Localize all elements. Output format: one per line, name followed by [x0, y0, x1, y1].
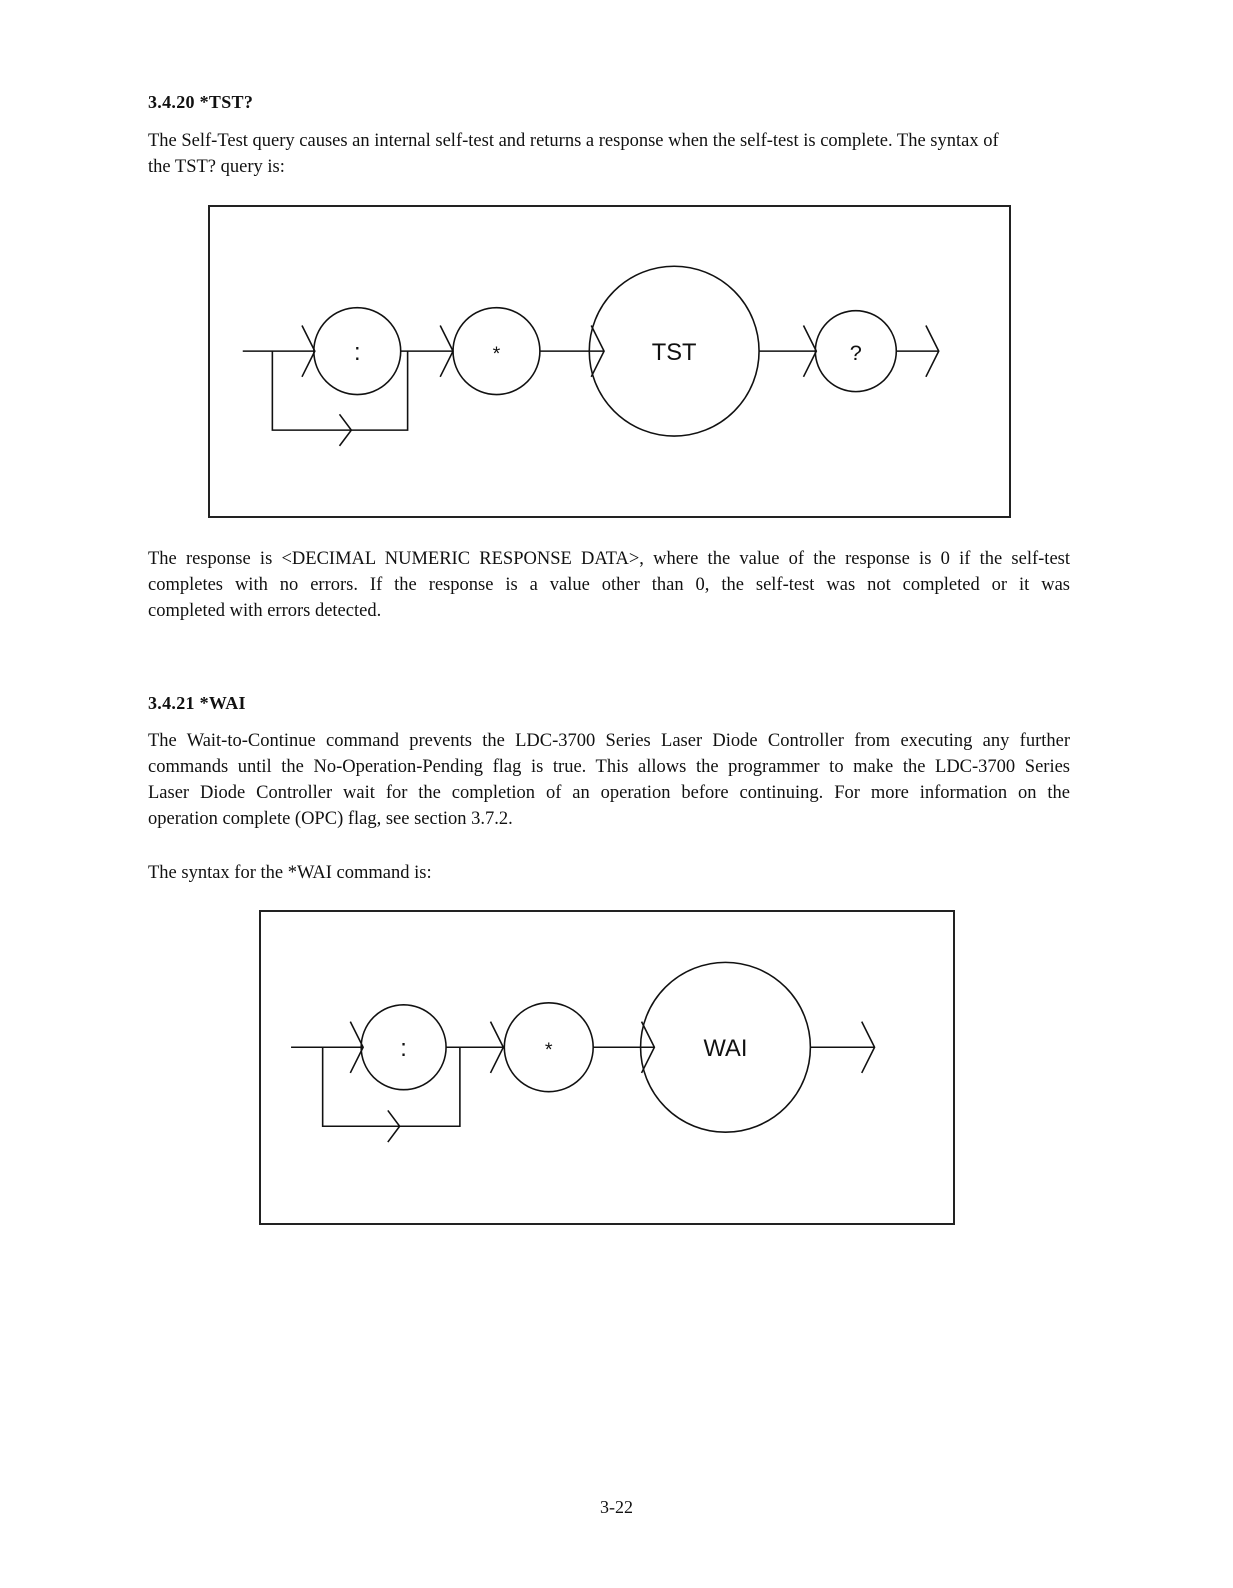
- wai-description-paragraph: [148, 728, 1070, 832]
- tst-intro-line-1: The Self-Test query causes an internal self-test and returns a response when the self-test is complete. The syntax of: [148, 131, 999, 151]
- tst-syntax-svg: [210, 207, 1009, 516]
- wai-node-label-colon: :: [400, 1036, 407, 1063]
- tst-node-label-tst: TST: [651, 340, 697, 367]
- section-heading-tst: 3.4.20 *TST?: [148, 92, 254, 112]
- tst-node-label-question: ?: [849, 340, 862, 366]
- wai-node-label-star: *: [544, 1039, 553, 1062]
- tst-response-paragraph: [148, 546, 1070, 624]
- page-number: 3-22: [600, 1497, 633, 1517]
- tst-intro-paragraph: [148, 128, 1078, 180]
- tst-node-label-star: *: [492, 343, 501, 366]
- tst-syntax-diagram: [208, 205, 1011, 518]
- tst-node-label-colon: :: [353, 340, 361, 367]
- wai-node-label-wai: WAI: [703, 1036, 748, 1063]
- tst-response-line-3: completed with errors detected.: [148, 601, 382, 621]
- tst-response-line-1: The response is <DECIMAL NUMERIC RESPONSE DATA>, where the value of the response is 0 if the self-test: [148, 549, 1070, 569]
- wai-desc-line-3: Laser Diode Controller wait for the completion of an operation before continuing. For more information on the: [148, 783, 1070, 803]
- wai-desc-line-4: operation complete (OPC) flag, see section 3.7.2.: [148, 809, 513, 829]
- wai-syntax-intro: The syntax for the *WAI command is:: [148, 863, 432, 883]
- tst-response-line-2: completes with no errors. If the response is a value other than 0, the self-test was not completed or it was: [148, 575, 1070, 595]
- wai-syntax-svg: [261, 912, 953, 1223]
- wai-desc-line-1: The Wait-to-Continue command prevents the LDC-3700 Series Laser Diode Controller from executing any further: [148, 731, 1070, 751]
- wai-desc-line-2: commands until the No-Operation-Pending flag is true. This allows the programmer to make the LDC-3700 Series: [148, 757, 1070, 777]
- tst-intro-line-2: the TST? query is:: [148, 157, 285, 177]
- wai-syntax-diagram: [259, 910, 955, 1225]
- section-heading-wai: 3.4.21 *WAI: [148, 693, 246, 713]
